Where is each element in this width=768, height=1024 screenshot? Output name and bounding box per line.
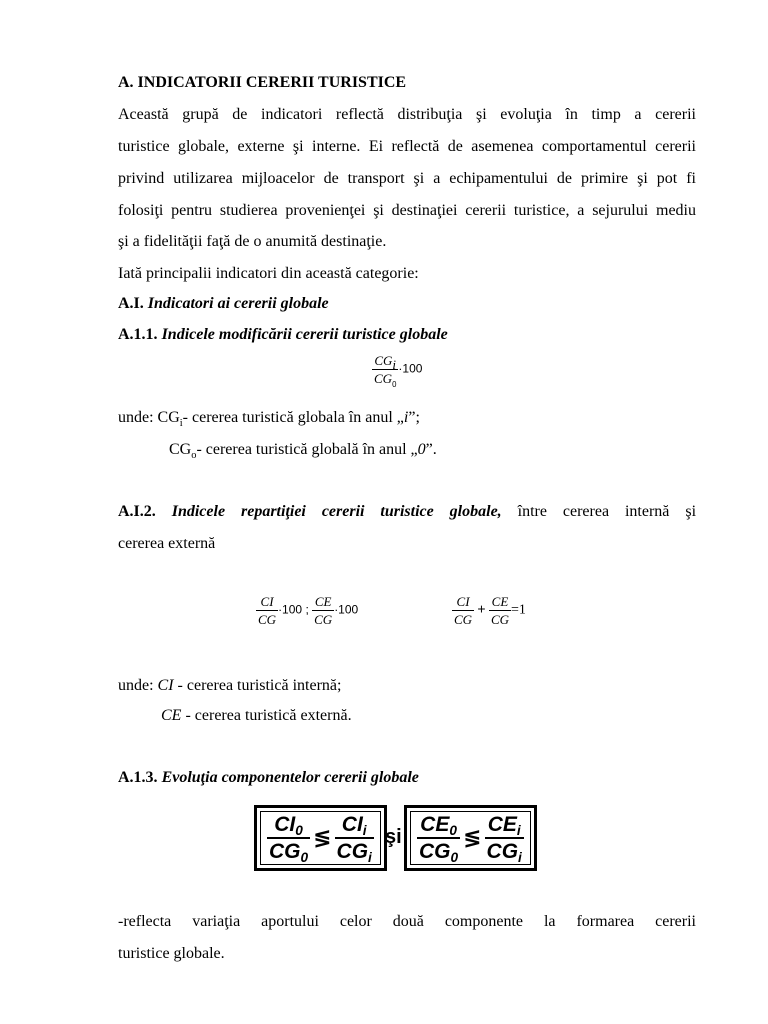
formula-box-ce: $\frac{CE_0}{CG_0}$ ≶ $\frac{CE_i}{CG_i}$ bbox=[404, 805, 537, 871]
heading-a13-number: A.1.3. bbox=[118, 769, 158, 786]
heading-a13 bbox=[118, 769, 419, 787]
intro-line-2: turistice globale, externe şi interne. Ei reflectă de asemenea comportamentul cererii bbox=[118, 138, 696, 155]
formula-box-ci: $\frac{CI_0}{CG_0}$ ≶ $\frac{CI_i}{CG_i}$ bbox=[254, 805, 387, 871]
heading-a1-number: A.I. bbox=[118, 295, 144, 312]
section-title: A. INDICATORII CERERII TURISTICE bbox=[118, 74, 407, 91]
a12-line-2: cererea externă bbox=[118, 535, 216, 552]
heading-a12-number: A.I.2. bbox=[118, 503, 156, 520]
a12-where-line-2: CE - cererea turistică externă. bbox=[161, 707, 352, 724]
formula-a12-sum: $\frac{CI}{CG}$ + $\frac{CE}{CG}$ =1 bbox=[454, 594, 526, 627]
heading-a13-title: Evoluţia componentelor cererii globale bbox=[161, 769, 419, 786]
heading-a12 bbox=[118, 503, 696, 521]
formula-a11 bbox=[372, 353, 423, 389]
heading-a11 bbox=[118, 326, 448, 344]
heading-a1 bbox=[118, 295, 329, 313]
a11-where-line-1: unde: $CG_i-$ cererea turistică globala în anul „i”; bbox=[118, 409, 420, 429]
intro-line-3: privind utilizarea mijloacelor de transport şi a echipamentului de primire şi pot fi bbox=[118, 170, 696, 187]
formula-a12-percent: $\frac{CI}{CG}$ ·100 ; $\frac{CE}{CG}$ ·100 bbox=[258, 594, 359, 627]
intro-line-5: şi a fidelităţii faţă de o anumită destinaţie. bbox=[118, 233, 387, 250]
intro-line-4: folosiţi pentru studierea provenienţei şi destinaţiei cererii turistice, a sejurului mediu bbox=[118, 202, 696, 219]
intro-paragraph-2: Iată principalii indicatori din această categorie: bbox=[118, 265, 419, 282]
heading-a11-title: Indicele modificării cererii turistice globale bbox=[161, 326, 448, 343]
a13-desc-line-1: -reflecta variaţia aportului celor două componente la formarea cererii bbox=[118, 913, 696, 930]
heading-a1-title: Indicatori ai cererii globale bbox=[147, 295, 329, 312]
formula-conjunction: şi bbox=[385, 826, 402, 848]
formula-a11-fraction: $\frac{CG_i}{CG_0}$ bbox=[374, 353, 397, 389]
heading-a11-number: A.1.1. bbox=[118, 326, 158, 343]
formula-a11-factor: ·100 bbox=[398, 361, 423, 376]
heading-a12-rest: între cererea internă şi bbox=[517, 503, 697, 520]
a12-where-line-1: unde: CI - cererea turistică internă; bbox=[118, 677, 342, 694]
heading-a12-title: Indicele repartiţiei cererii turistice globale, bbox=[171, 503, 502, 520]
intro-line-1: Această grupă de indicatori reflectă distribuţia şi evoluţia în timp a cererii bbox=[118, 106, 696, 123]
a11-where-line-2: $CG_o-$ cererea turistică globală în anul „0”. bbox=[169, 441, 437, 461]
a13-desc-line-2: turistice globale. bbox=[118, 945, 225, 962]
